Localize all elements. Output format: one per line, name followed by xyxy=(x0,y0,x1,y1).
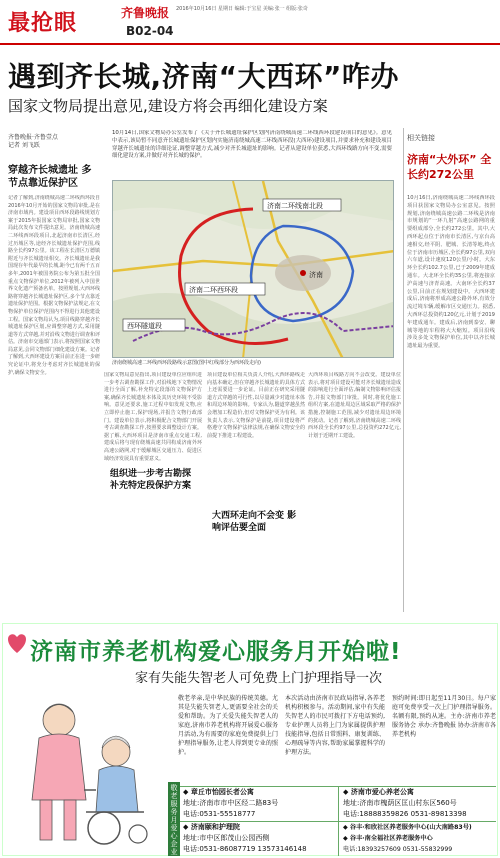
ad-sidebar-label: 敬老服务月爱心企业 xyxy=(168,782,180,856)
org-3-phone: 电话:0531-86087719 13573146148 xyxy=(183,845,307,853)
org-2-address: 地址:济南市槐荫区匡山村东区560号 xyxy=(343,799,457,807)
page-number: B02-04 xyxy=(126,24,174,38)
org-4-phone: 电话:18393257609 0531-55832999 xyxy=(343,846,453,853)
ad-title: 济南市养老机构爱心服务月开始啦! xyxy=(30,639,402,665)
article-subhead: 国家文物局提出意见,建设方将会再细化建设方案 xyxy=(8,97,328,115)
map-label-tunnel: 西环隧道段 xyxy=(127,322,162,330)
route-map-svg xyxy=(113,181,394,358)
sidebar-tag: 相关链接 xyxy=(407,134,435,142)
column-name: 最抢眼 xyxy=(8,11,78,36)
map-label-jinan: 济南 xyxy=(309,271,323,279)
org-2-phone: 电话:18888359826 0531-89813398 xyxy=(343,810,467,818)
org-card-1 xyxy=(180,787,336,820)
body-column-2-text: 项目建设单位相关负责人介绍,大西环路线走向基本确定,但在穿越齐长城遗址的具体方式上还需要进一步论证。目前正在研究采用隧道方式穿越的可行性,以尽量减少对遗址本体和周边环境的影响。专家认为,隧道穿越虽然会增加工程造价,但对文物保护更为有利。该负责人表示,文物保护是前提,项目建设将严格遵守文物保护法律法规,在确保文物安全的前提下推进工程建设。 xyxy=(207,372,305,439)
article-intro: 10月14日,国家文物局办公室发布了《关于齐长城遗址保护区划内济南绕城高速二环线西环段建设项目的意见》。意见中表示,该局暂不同意齐长城遗址保护区划内实施济南绕城高速二环线西环段(大西环)建设项目,并要求补充和建设项目穿越齐长城遗址的详细论证,调整穿越方式,减少对齐长城遗址的影响。记者从建设单位获悉,大西环线路方向不变,需要细化建设方案,并做好对齐长城的保护。 xyxy=(112,130,392,160)
sidebar-title: 济南“大外环” 全长约272公里 xyxy=(407,153,492,181)
heart-icon xyxy=(8,633,26,655)
body-column-2 xyxy=(207,372,305,610)
paper-logo: 齐鲁晚报 xyxy=(121,6,170,20)
middle-subheading: 组织进一步考古勘探 补充特定段保护方案 xyxy=(110,468,202,492)
caregiver-illustration xyxy=(4,690,166,850)
sidebar-divider xyxy=(403,128,404,612)
middle-subheading-2: 大西环走向不会变 影响评估要全面 xyxy=(212,510,304,534)
ad-text-3: 预约时间:即日起至11月30日。每户家庭可免费享受一次上门护理指导服务。名额有限,预约从速。主办:济南市养老服务协会 承办:齐鲁晚报 协办:济南市各养老机构 xyxy=(392,695,496,738)
ad-subtitle: 家有失能失智老人可免费上门护理指导一次 xyxy=(135,671,383,686)
org-3-name: ◆ 济南颐和护理院 xyxy=(183,823,240,831)
byline xyxy=(8,134,58,150)
org-1-address: 地址:济南市市中区经二路83号 xyxy=(183,799,279,807)
org-1-name: ◆ 章丘市怡园长者公寓 xyxy=(183,788,254,796)
date-line: 2016年10月16日 星期日 编辑:于宝星 美编:张一 组版:张奇 xyxy=(176,6,308,12)
map-label-xihuan: 济南二环西环段 xyxy=(189,286,238,294)
ad-text-1: 敬老孝亲,是中华民族的传统美德。尤其是失能失智老人,更需要全社会的关爱和帮助。为了关爱失能失智老人的家庭,济南市养老机构将开展爱心服务月活动,为有需要的家庭免费提供上门护理指导服务,让老人得到更专业的照护。 xyxy=(178,695,278,756)
byline-reporter: 记者 刘飞跃 xyxy=(8,142,40,149)
org-card-2 xyxy=(340,787,496,820)
body-column-3: 大西环项目线路方向不会改变。建设单位表示,将对项目建设可能对齐长城遗址造成的影响进行全面评估,编制文物影响评估报告,并报文物部门审批。同时,将优化施工组织方案,在遗址周边区域采取严格的保护措施,控制施工范围,减少对遗址周边环境的扰动。记者了解到,济南绕城高速二环线西环段全长约97公里,总投资约272亿元,计划于近期开工建设。 xyxy=(308,372,401,439)
left-subheading: 穿越齐长城遗址 多节点靠近保护区 xyxy=(8,165,92,189)
ad-info-col-rule xyxy=(338,786,339,856)
org-card-3 xyxy=(180,822,336,855)
article-headline: 遇到齐长城,济南“大西环”咋办 xyxy=(8,60,399,93)
map-caption: 济南绕城高速二环线西环段路线示意图(图中红线部分为西环段走向) xyxy=(112,360,261,366)
body-column-1-text: 国家文物局意见指出,项目建设单位应组织进一步考古调查勘探工作,对沿线地下文物情况进行全面了解,补充特定段落的文物保护方案,确保齐长城遗址本体及其历史环境不受影响。意见还要求,施工过程中如发现文物,应立即停止施工,保护现场,并报告文物行政部门。建设单位表示,将积极配合文物部门开展考古调查勘探工作,按照要求调整设计方案。据了解,大西环项目是济南市重点交通工程,建成后将与现有绕城高速共同构成济南外环高速公路网,对于缓解城区交通压力、促进区域经济发展具有重要意义。 xyxy=(104,372,202,462)
left-column-text: 记者了解到,济南绕城高速二环线西环段自2016年10月开始的国家文物局审批,是在济南市域内。建设项目西环段路线规划方案于2015年报国家文物局审批,国家文物局此次发布文件提出意见。济南绕城高速二环线西环段项目,北起济南市长清区,经过历城区等,途经齐长城遗址保护范围,线路全长约97公里。该工程在长清区万德镇附近与齐长城遗址相交。齐长城遗址是我国现存年代最早的长城,距今已有两千五百多年,2001年被国务院公布为第五批全国重点文物保护单位,2012年被列入中国世界文化遗产预备名单。按照规划,大西环线路将穿越齐长城遗址保护区,多个节点靠近遗址保护范围。根据文物保护法规定,在文物保护单位保护范围内不得进行其他建设工程。国家文物局认为,项目线路穿越齐长城遗址保护区划,应调整穿越方式,采用隧道等方式穿越,并对沿线文物进行调查和评估。济南市交通部门表示,将按照国家文物局意见,会同文物部门细化建设方案。记者了解到,大西环建设方案目前正在进一步研究论证中,将充分考虑对齐长城遗址的保护,确保文物安全。 xyxy=(8,195,100,376)
org-card-4 xyxy=(340,822,496,855)
org-4-name: ◆ 谷丰·和欣社区养老服务中心(山大南路83号) xyxy=(343,824,472,831)
org-2-name: ◆ 济南市爱心养老公寓 xyxy=(343,788,414,796)
masthead-rule xyxy=(0,43,500,45)
masthead xyxy=(0,0,500,44)
sidebar-text: 10月16日,济南绕城高速二环线西环段项目获国家文物局办公室意见。按照规划,济南绕城高速公路二环线是济南市规划的“一环九射”高速公路网的重要组成部分,全长约272公里。其中,大西环起点位于济南市长清区,与京台高速相交,经平阴、肥城、长清等地,终点位于济南市历城区,全长约97公里,双向六车道,设计速度120公里/小时。大东环全长约102.7公里,已于2009年建成通车。大北环全长约35公里,将连接京沪高速与济青高速。大南环全长约37公里,目前正在规划建设中。大西环建成后,济南将形成高速公路外环,有效分流过境车辆,缓解市区交通压力。据悉,大西环总投资约120亿元,计划于2019年建成通车。建成后,济南到泰安、聊城等地的车程将大大缩短。项目沿线涉及多处文物保护单位,其中以齐长城遗址最为重要。 xyxy=(407,195,495,350)
byline-source: 齐鲁晚报·齐鲁壹点 xyxy=(8,134,58,141)
route-map xyxy=(112,180,394,358)
ad-info-grid xyxy=(180,786,496,856)
ad-text-2: 本次活动由济南市民政局指导,各养老机构积极参与。活动期间,家中有失能失智老人的市民可拨打下方电话预约,专业护理人员将上门为家属提供护理技能指导,包括日常照料、康复训练、心理疏导等内容,帮助家属掌握科学的护理方法。 xyxy=(285,695,385,756)
org-4-second-name: ◆ 谷丰·南全福社区养老服务中心 xyxy=(343,835,433,842)
org-3-address: 地址:市中区郎茂山公园西侧 xyxy=(183,834,270,842)
org-1-phone: 电话:0531-55518777 xyxy=(183,810,256,818)
map-label-zhuxian: 济南二环线南北段 xyxy=(267,202,323,210)
